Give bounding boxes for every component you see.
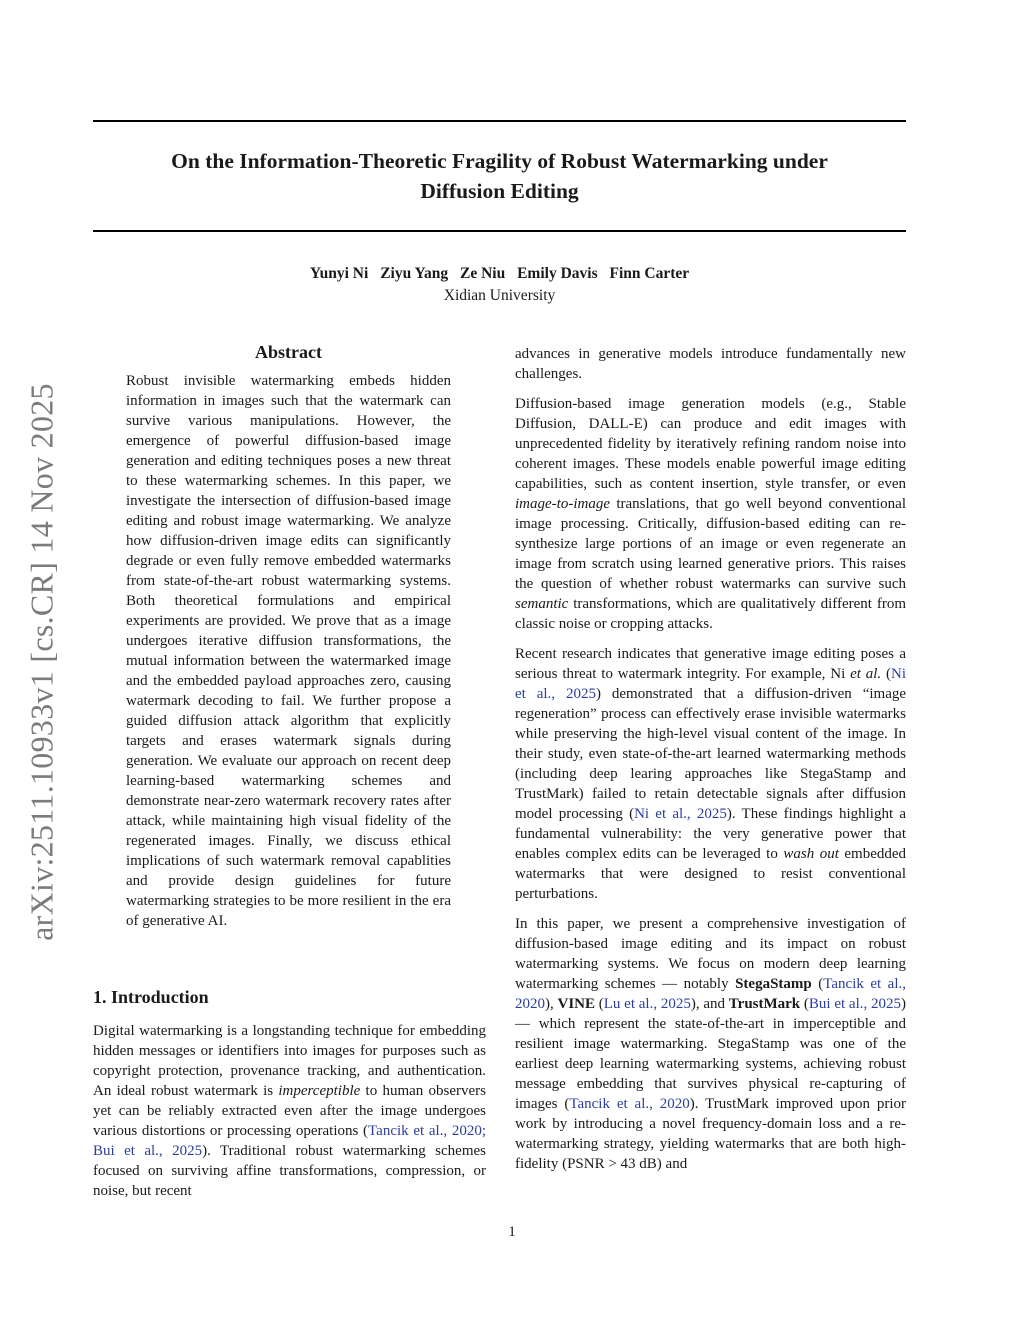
- affiliation: Xidian University: [443, 287, 556, 304]
- emphasis-text: wash out: [783, 846, 839, 862]
- arxiv-stamp-text: arXiv:2511.10933v1 [cs.CR] 14 Nov 2025: [23, 383, 60, 941]
- citation-link[interactable]: Tancik et al., 2020: [569, 1096, 690, 1112]
- emphasis-text: image-to-image: [515, 496, 610, 512]
- intro-paragraph-4: In this paper, we present a comprehensive investigation of diffusion-based image editing and its impact on robust watermarking systems. We focus on modern deep learning watermarking schemes — notably StegaStamp (Tancik et al., 2020), VINE (Lu et al., 2025), and TrustMark (Bui et al., 2025) — which represent the state-of-the-art in imperceptible and resilient image watermarking. StegaStamp was one of the earliest deep learning watermarking systems, achieving robust message embedding that survives physical re-capturing of images (Tancik et al., 2020). TrustMark improved upon prior work by introducing a novel frequency-domain loss and a re-watermarking strategy, yielding watermarks that are both high-fidelity (PSNR > 43 dB) and: [515, 916, 907, 1172]
- right-column: [515, 344, 906, 1184]
- title-rule-bottom: [93, 230, 906, 232]
- paper-title-line-1: On the Information-Theoretic Fragility of Robust Watermarking under: [171, 149, 828, 173]
- citation-link[interactable]: Bui et al., 2025: [808, 996, 901, 1012]
- citation-link[interactable]: Bui et al., 2025: [93, 1143, 203, 1159]
- abstract-heading: Abstract: [255, 342, 322, 362]
- abstract-section: [126, 340, 451, 931]
- author-name: Ze Niu: [459, 265, 506, 282]
- emphasis-text: imperceptible: [278, 1083, 361, 1099]
- method-name: TrustMark: [728, 996, 801, 1012]
- intro-paragraph-1: Digital watermarking is a longstanding technique for embedding hidden messages or identifiers into images for purposes such as copyright protection, provenance tracking, and authentication. An ideal robust watermark is imperceptible to human observers yet can be reliably extracted even after the image undergoes various distortions or processing operations (Tancik et al., 2020; Bui et al., 2025). Traditional robust watermarking schemes focused on surviving affine transformations, compression, or noise, but recent: [93, 1023, 487, 1199]
- intro-paragraph-3: Recent research indicates that generative image editing poses a serious threat to watermark integrity. For example, Ni et al. (Ni et al., 2025) demonstrated that a diffusion-driven “image regeneration” process can effectively erase invisible watermarks while preserving the high-level visual content of the image. In their study, even state-of-the-art learned watermarking methods (including deep learing approaches like StegaStamp and TrustMark) failed to retain detectable signals after diffusion model processing (Ni et al., 2025). These findings highlight a fundamental vulnerability: the very generative power that enables complex edits can be leveraged to wash out embedded watermarks that were designed to resist conventional perturbations.: [515, 646, 907, 902]
- section-heading-introduction: 1. Introduction: [93, 987, 209, 1007]
- author-name: Ziyu Yang: [380, 265, 449, 282]
- author-name: Finn Carter: [609, 265, 690, 282]
- introduction-section: [93, 985, 486, 1201]
- intro-paragraph-2: Diffusion-based image generation models (e.g., Stable Diffusion, DALL-E) can produce and edit images with unprecedented fidelity by iteratively refining random noise into coherent images. These models enable powerful image editing capabilities, such as content insertion, style transfer, or even image-to-image translations, that go well beyond conventional image processing. Critically, diffusion-based editing can re-synthesize large portions of an image or even regenerate an image from scratch using learned generative priors. This raises the question of whether robust watermarks can survive such semantic transformations, which are qualitatively different from classic noise or cropping attacks.: [515, 396, 906, 632]
- paper-title: [93, 146, 906, 206]
- emphasis-text: et al.: [850, 666, 882, 682]
- author-name: Yunyi Ni: [309, 265, 369, 282]
- citation-link[interactable]: Ni et al., 2025: [634, 806, 727, 822]
- author-list: [93, 264, 906, 284]
- emphasis-text: semantic: [515, 596, 569, 612]
- citation-link[interactable]: Tancik et al., 2020: [515, 976, 907, 1012]
- intro-paragraph-1-continued: advances in generative models introduce fundamentally new challenges.: [515, 346, 906, 382]
- citation-link[interactable]: Tancik et al., 2020: [368, 1123, 482, 1139]
- author-name: Emily Davis: [517, 265, 598, 282]
- citation-link[interactable]: Ni et al., 2025: [515, 666, 906, 702]
- title-rule-top: [93, 120, 906, 122]
- citation-link[interactable]: Lu et al., 2025: [603, 996, 691, 1012]
- paper-title-line-2: Diffusion Editing: [420, 179, 579, 203]
- page-number: 1: [508, 1224, 516, 1240]
- method-name: VINE: [557, 996, 596, 1012]
- method-name: StegaStamp: [735, 976, 812, 992]
- abstract-text: Robust invisible watermarking embeds hidden information in images such that the watermark can survive various manipulations. However, the emergence of powerful diffusion-based image generation and editing techniques poses a new threat to these watermarking schemes. In this paper, we investigate the intersection of diffusion-based image editing and robust image watermarking. We analyze how diffusion-driven image edits can significantly degrade or even fully remove embedded watermarks from state-of-the-art robust watermarking systems. Both theoretical formulations and empirical experiments are provided. We prove that as a image undergoes iterative diffusion transformations, the mutual information between the watermarked image and the embedded payload approaches zero, causing watermark decoding to fail. We further propose a guided diffusion attack algorithm that explicitly targets and erases watermark signals during generation. We evaluate our approach on recent deep learning-based watermarking schemes and demonstrate near-zero watermark recovery rates after attack, while maintaining high visual fidelity of the regenerated images. Finally, we discuss ethical implications of such watermark removal capablities and provide design guidelines for future watermarking strategies to be more resilient in the era of generative AI.: [126, 373, 451, 929]
